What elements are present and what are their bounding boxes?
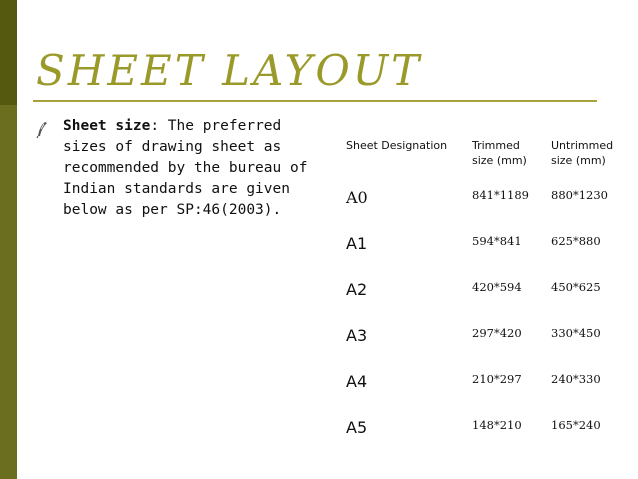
cell-designation: A4 xyxy=(346,372,368,391)
title-underline xyxy=(33,100,597,102)
cell-designation: A1 xyxy=(346,234,368,253)
cell-trimmed: 297*420 xyxy=(472,326,522,340)
cell-untrimmed: 165*240 xyxy=(551,418,601,432)
cell-untrimmed: 240*330 xyxy=(551,372,601,386)
bullet-text xyxy=(63,116,313,221)
table-row xyxy=(340,226,635,272)
table-row xyxy=(340,410,635,456)
header-designation: Sheet Designation xyxy=(346,139,448,152)
cell-trimmed: 420*594 xyxy=(472,280,522,294)
cell-trimmed: 594*841 xyxy=(472,234,522,248)
table-row xyxy=(340,318,635,364)
header-untrimmed: Untrimmed size (mm) xyxy=(551,139,614,167)
cell-untrimmed: 625*880 xyxy=(551,234,601,248)
table-row xyxy=(340,180,635,226)
cell-trimmed: 210*297 xyxy=(472,372,522,386)
quill-bullet-icon xyxy=(35,121,49,139)
cell-untrimmed: 330*450 xyxy=(551,326,601,340)
slide-title: SHEET LAYOUT xyxy=(36,46,423,95)
cell-untrimmed: 880*1230 xyxy=(551,188,608,202)
table-row xyxy=(340,364,635,410)
bullet-body: : The preferred sizes of drawing sheet as recommended by the bureau of Indian standards are given below as per SP:46(2003). xyxy=(63,118,308,218)
cell-designation: A2 xyxy=(346,280,368,299)
bullet-lead: Sheet size xyxy=(63,118,151,134)
cell-trimmed: 841*1189 xyxy=(472,188,529,202)
table-row xyxy=(340,272,635,318)
left-accent-bar-top xyxy=(0,0,17,105)
cell-designation: A0 xyxy=(346,188,368,207)
table-header-row xyxy=(340,138,635,180)
cell-untrimmed: 450*625 xyxy=(551,280,601,294)
sheet-size-table xyxy=(340,138,635,456)
cell-designation: A5 xyxy=(346,418,368,437)
cell-designation: A3 xyxy=(346,326,368,345)
cell-trimmed: 148*210 xyxy=(472,418,522,432)
header-trimmed: Trimmed size (mm) xyxy=(472,139,527,167)
